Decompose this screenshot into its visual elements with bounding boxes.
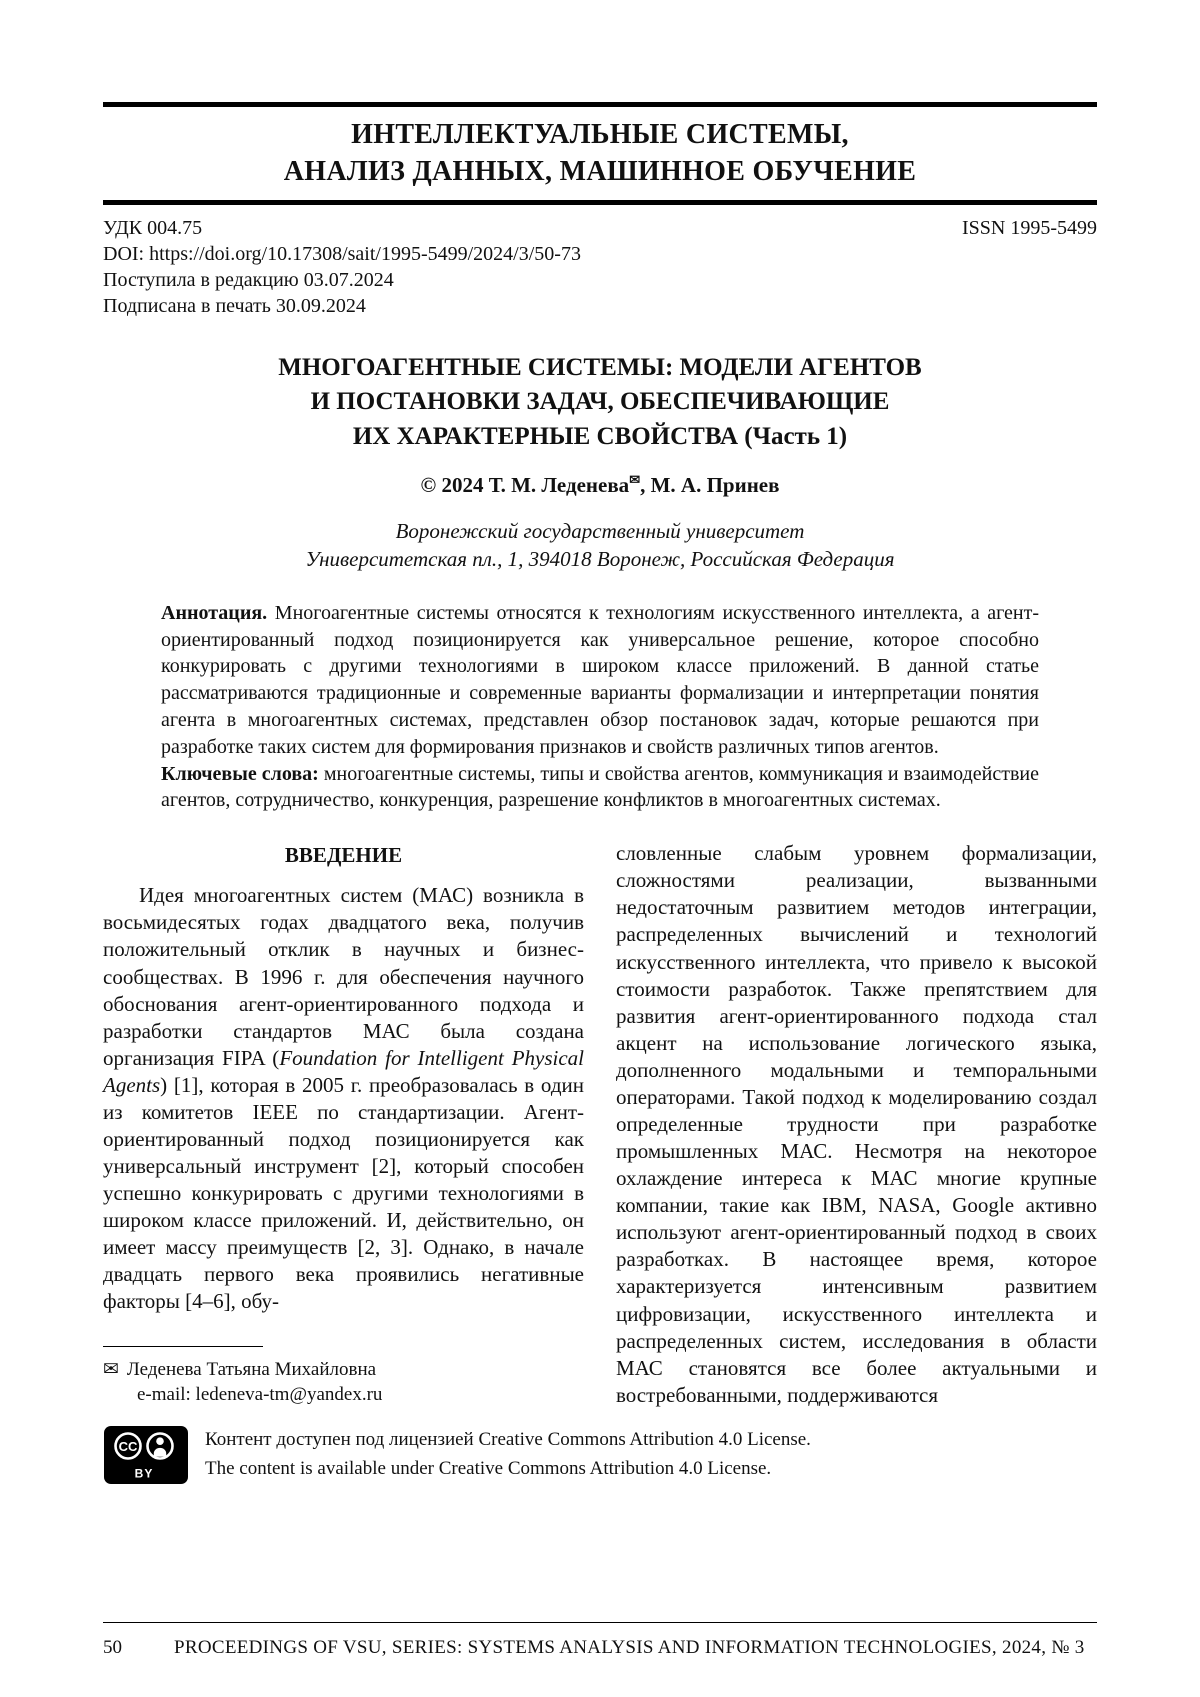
footnote-email: e-mail: ledeneva-tm@yandex.ru bbox=[137, 1384, 383, 1406]
article-title-line2: И ПОСТАНОВКИ ЗАДАЧ, ОБЕСПЕЧИВАЮЩИЕ bbox=[310, 388, 890, 416]
footnote-name-line bbox=[103, 1357, 584, 1383]
article-title bbox=[103, 351, 1097, 455]
keywords-text: многоагентные системы, типы и свойства агентов, коммуникация и взаимодействие агентов, сотрудничество, конкуренция, разрешение конфликтов в многоагентных системах. bbox=[161, 762, 1039, 812]
affiliation bbox=[103, 518, 1097, 573]
authors-prefix: © 2024 Т. М. Леденева bbox=[420, 473, 630, 498]
affiliation-address: Университетская пл., 1, 394018 Воронеж, Российская Федерация bbox=[305, 547, 895, 572]
received-date: Поступила в редакцию 03.07.2024 bbox=[103, 268, 394, 291]
intro-text-part1: Идея многоагентных систем (МАС) возникла в восьмидесятых годах двадцатого века, получив положительный отклик в научных и бизнес-сообществах. В 1996 г. для обеспечения научного обоснования агент-ориентированного подхода и разработки стандартов МАС была создана организация FIPA ( bbox=[103, 883, 584, 1070]
abstract-label: Аннотация. bbox=[161, 601, 268, 624]
envelope-icon: ✉ bbox=[103, 1358, 119, 1380]
accepted-date: Подписана в печать 30.09.2024 bbox=[103, 294, 366, 317]
issn-number: ISSN 1995-5499 bbox=[961, 216, 1097, 239]
corresponding-author-footnote bbox=[103, 1346, 584, 1408]
svg-text:BY: BY bbox=[134, 1466, 154, 1481]
page-footer bbox=[103, 1622, 1097, 1659]
article-title-line3: ИХ ХАРАКТЕРНЫЕ СВОЙСТВА (Часть 1) bbox=[352, 422, 848, 450]
corresponding-author-envelope-icon: ✉ bbox=[629, 472, 641, 488]
license-block bbox=[103, 1425, 1097, 1485]
udk-code: УДК 004.75 bbox=[103, 216, 203, 239]
abstract-text: Многоагентные системы относятся к технологиям искусственного интеллекта, а агент-ориентированный подход позиционируется как универсальное решение, которое способно конкурировать с другими технологиями в широком классе приложений. В данной статье рассматриваются традиционные и современные варианты формализации и интерпретации понятия агента в многоагентных системах, представлен обзор постановок задач, которые решаются при разработке таких систем для формирования признаков и свойств различных типов агентов. bbox=[161, 601, 1039, 758]
footnote-author-name: Леденева Татьяна Михайловна bbox=[126, 1358, 377, 1380]
footnote-separator bbox=[103, 1346, 263, 1347]
header-rule-bottom bbox=[103, 200, 1097, 205]
abstract-paragraph bbox=[161, 600, 1039, 761]
intro-text-italic: Foundation for Intelligent Physical Agents bbox=[103, 1045, 585, 1097]
svg-text:CC: CC bbox=[118, 1438, 138, 1454]
intro-paragraph bbox=[103, 882, 584, 1315]
keywords-label: Ключевые слова: bbox=[161, 762, 319, 785]
affiliation-university: Воронежский государственный университет bbox=[395, 519, 805, 544]
intro-text-part2: ) [1], которая в 2005 г. преобразовалась в один из комитетов IEEE по стандартизации. Агент-ориентированный подход позиционируется как универсальный инструмент [2], который способен успешно конкурировать с другими технологиями в широком классе приложений. И, действительно, он имеет массу преимуществ [2, 3]. Однако, в начале двадцать первого века проявились негативные факторы [4–6], обу- bbox=[103, 1072, 584, 1314]
right-column bbox=[616, 840, 1097, 1409]
continuation-paragraph: словленные слабым уровнем формализации, сложностями реализации, вызванными недостаточным развитием методов интеграции, распределенных вычислений и технологий искусственного интеллекта, что привело к высокой стоимости разработок. Также препятствием для развития агент-ориентированного подхода стал акцент на использование логического языка, дополненного модальными и темпоральными операторами. Такой подход к моделированию создал определенные трудности при разработке промышленных МАС. Несмотря на некоторое охлаждение интереса к МАС многие крупные компании, такие как IBM, NASA, Google активно используют агент-ориентированный подход в своих разработках. В настоящее время, которое характеризуется интенсивным развитием цифровизации, искусственного интеллекта и распределенных систем, исследования в области МАС становятся все более актуальными и востребованными, поддерживаются bbox=[616, 841, 1097, 1407]
section-heading-introduction: ВВЕДЕНИЕ bbox=[284, 843, 403, 868]
journal-section-header bbox=[103, 107, 1097, 200]
authors-line bbox=[103, 472, 1097, 498]
article-metadata bbox=[103, 215, 1097, 319]
doi-line: DOI: https://doi.org/10.17308/sait/1995-5499/2024/3/50-73 bbox=[103, 242, 581, 265]
body-columns bbox=[103, 840, 1097, 1409]
article-title-line1: МНОГОАГЕНТНЫЕ СИСТЕМЫ: МОДЕЛИ АГЕНТОВ bbox=[278, 353, 922, 381]
journal-header-line1: ИНТЕЛЛЕКТУАЛЬНЫЕ СИСТЕМЫ, bbox=[351, 119, 849, 150]
keywords-paragraph bbox=[161, 761, 1039, 815]
license-line-en: The content is available under Creative Commons Attribution 4.0 License. bbox=[205, 1457, 772, 1479]
abstract-block bbox=[161, 600, 1039, 814]
journal-header-line2: АНАЛИЗ ДАННЫХ, МАШИННОЕ ОБУЧЕНИЕ bbox=[283, 155, 917, 187]
license-text bbox=[205, 1426, 811, 1483]
license-line-ru: Контент доступен под лицензией Creative Commons Attribution 4.0 License. bbox=[205, 1429, 811, 1451]
journal-footer-text: PROCEEDINGS OF VSU, SERIES: SYSTEMS ANALYSIS AND INFORMATION TECHNOLOGIES, 2024, № 3 bbox=[174, 1637, 1085, 1658]
authors-suffix: , М. А. Принев bbox=[640, 473, 780, 498]
page-number: 50 bbox=[103, 1637, 122, 1658]
left-column bbox=[103, 840, 584, 1409]
cc-by-icon bbox=[103, 1425, 189, 1485]
